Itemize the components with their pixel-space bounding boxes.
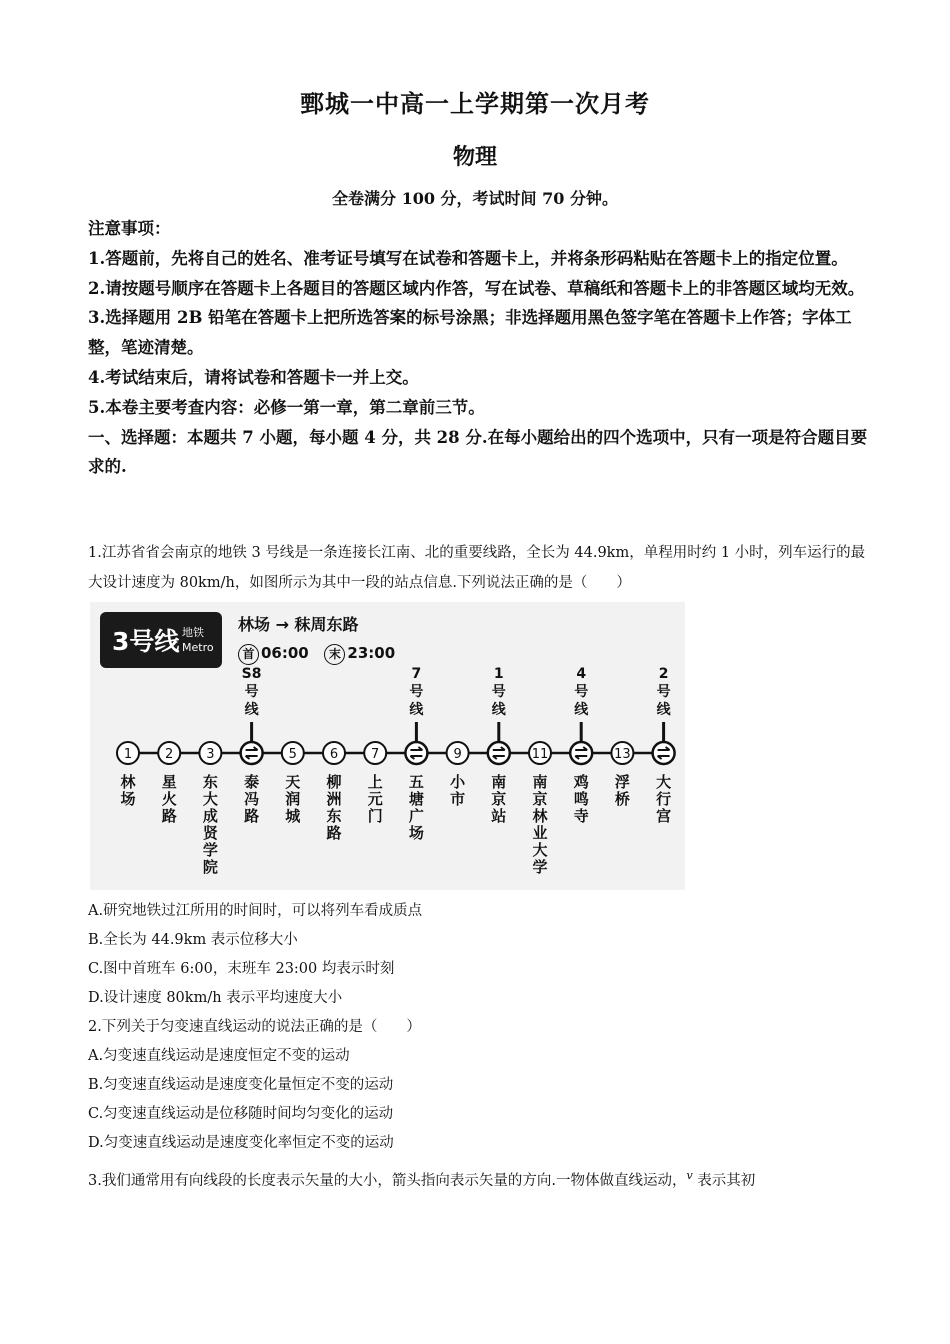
- station-number: 5: [288, 747, 297, 762]
- first-train-icon: 首: [238, 644, 259, 665]
- transfer-station-marker: [241, 742, 263, 764]
- station-name-char: 星: [161, 773, 177, 791]
- option-c: C.图中首班车 6:00，末班车 23:00 均表示时刻: [88, 961, 395, 977]
- question-2-stem: 2.下列关于匀变速直线运动的说法正确的是（ ）: [88, 1019, 421, 1035]
- transfer-line-label: S8: [241, 666, 262, 682]
- station-name-char: 南: [491, 773, 507, 791]
- station-name-char: 成: [202, 807, 218, 825]
- transfer-line-label: 号: [491, 684, 506, 700]
- option-d: D.设计速度 80km/h 表示平均速度大小: [88, 990, 343, 1006]
- transfer-line-label: 号: [574, 684, 589, 700]
- transfer-line-label: 号: [244, 684, 259, 700]
- station-name-char: 京: [491, 790, 507, 808]
- station-name-char: 东: [202, 773, 218, 791]
- station-name-char: 大: [202, 790, 218, 808]
- transfer-station-marker: [405, 742, 427, 764]
- last-train-icon: 末: [324, 644, 345, 665]
- station-name-char: 站: [491, 807, 507, 825]
- station-name-char: 元: [367, 790, 383, 808]
- subject-title: 物理: [452, 144, 497, 170]
- section-heading: 一、选择题：本题共 7 小题，每小题 4 分，共 28 分.在每小题给出的四个选项中，只有一项是符合题目要求的.: [88, 427, 868, 477]
- station-number: 13: [614, 747, 631, 762]
- station-name-char: 桥: [614, 790, 630, 808]
- station-name-char: 寺: [573, 807, 589, 825]
- last-train-time: 23:00: [347, 644, 396, 662]
- station-name-char: 京: [532, 790, 548, 808]
- station-name-char: 城: [285, 807, 301, 825]
- transfer-line-label: 7: [411, 666, 422, 682]
- station-name-char: 市: [450, 790, 466, 808]
- transfer-line-label: 线: [574, 702, 589, 718]
- station-name-char: 大: [656, 773, 672, 791]
- transfer-line-label: 4: [576, 666, 587, 682]
- station-name-char: 东: [326, 807, 342, 825]
- station-name-char: 宫: [656, 807, 672, 825]
- station-name-char: 南: [532, 773, 548, 791]
- note-item: 1.答题前，先将自己的姓名、准考证号填写在试卷和答题卡上，并将条形码粘贴在答题卡上的指定位置。: [88, 248, 848, 268]
- notes-heading: 注意事项：: [88, 219, 171, 238]
- station-name-char: 鸡: [573, 773, 589, 791]
- station-name-char: 场: [120, 790, 136, 808]
- option-c: C.匀变速直线运动是位移随时间均匀变化的运动: [88, 1106, 394, 1122]
- note-item: 4.考试结束后，请将试卷和答题卡一并上交。: [88, 367, 419, 387]
- station-number: 7: [371, 747, 380, 762]
- station-name-char: 路: [326, 824, 342, 842]
- station-name-char: 小: [450, 773, 466, 791]
- metro-line-svg: [90, 602, 685, 890]
- station-name-char: 路: [161, 807, 177, 825]
- question-3-stem-b: 表示其初: [692, 1173, 756, 1189]
- station-name-char: 路: [244, 807, 260, 825]
- option-a: A.研究地铁过江所用的时间时，可以将列车看成质点: [88, 903, 423, 919]
- question-3: [88, 1169, 868, 1190]
- question-1-stem: 1.江苏省省会南京的地铁 3 号线是一条连接长江南、北的重要线路，全长为 44.9km，单程用时约 1 小时，列车运行的最大设计速度为 80km/h，如图所示为其中一段的站点信息.下列说法正确的是（ ）: [88, 545, 866, 591]
- exam-meta: 全卷满分 100 分，考试时间 70 分钟。: [332, 189, 618, 208]
- station-name-char: 林: [120, 773, 136, 791]
- transfer-line-label: 线: [409, 702, 424, 718]
- transfer-station-marker: [488, 742, 510, 764]
- station-name-char: 柳: [326, 773, 342, 791]
- station-number: 6: [329, 747, 339, 762]
- station-number: 1: [123, 747, 133, 762]
- station-name-char: 门: [367, 807, 383, 825]
- velocity-symbol: v: [686, 1169, 693, 1183]
- station-name-char: 泰: [244, 773, 260, 791]
- station-name-char: 鸣: [573, 790, 589, 808]
- transfer-line-label: 线: [491, 702, 506, 718]
- station-number: 2: [165, 747, 174, 762]
- station-name-char: 大: [532, 841, 548, 859]
- first-train-time: 06:00: [261, 644, 309, 662]
- transfer-line-label: 线: [656, 702, 671, 718]
- metro-diagram: [90, 602, 685, 890]
- exam-notes: [88, 214, 868, 482]
- metro-tag-cn: 地铁: [182, 626, 204, 639]
- option-a: A.匀变速直线运动是速度恒定不变的运动: [88, 1048, 350, 1064]
- station-name-char: 学: [202, 841, 218, 859]
- question-3-stem-a: 3.我们通常用有向线段的长度表示矢量的大小，箭头指向表示矢量的方向.一物体做直线运动，: [88, 1173, 687, 1189]
- question-1-options: [88, 897, 868, 1158]
- station-name-char: 场: [408, 824, 424, 842]
- option-b: B.匀变速直线运动是速度变化量恒定不变的运动: [88, 1077, 394, 1093]
- transfer-line-label: 1: [493, 666, 504, 682]
- transfer-line-label: 号: [656, 684, 671, 700]
- station-name-char: 火: [161, 790, 177, 808]
- station-name-char: 上: [367, 773, 383, 791]
- station-name-char: 天: [285, 773, 301, 791]
- station-name-char: 浮: [614, 773, 630, 791]
- metro-route: 林场 → 秣周东路: [238, 615, 359, 634]
- transfer-station-marker: [653, 742, 675, 764]
- transfer-line-label: 号: [409, 684, 424, 700]
- station-name-char: 学: [532, 858, 548, 876]
- note-item: 2.请按题号顺序在答题卡上各题目的答题区域内作答，写在试卷、草稿纸和答题卡上的非答题区域均无效。: [88, 278, 865, 298]
- station-number: 9: [453, 747, 462, 762]
- station-name-char: 冯: [244, 790, 260, 808]
- option-d: D.匀变速直线运动是速度变化率恒定不变的运动: [88, 1135, 394, 1151]
- station-name-char: 塘: [408, 790, 424, 808]
- station-name-char: 林: [532, 807, 548, 825]
- note-item: 5.本卷主要考查内容：必修一第一章，第二章前三节。: [88, 397, 485, 417]
- transfer-station-marker: [570, 742, 592, 764]
- station-name-char: 贤: [202, 824, 218, 842]
- exam-title: 鄄城一中高一上学期第一次月考: [300, 89, 650, 118]
- transfer-line-label: 2: [658, 666, 669, 682]
- station-name-char: 广: [408, 807, 424, 825]
- station-name-char: 行: [656, 790, 672, 808]
- transfer-line-label: 线: [244, 702, 259, 718]
- option-b: B.全长为 44.9km 表示位移大小: [88, 932, 298, 948]
- station-number: 3: [206, 747, 215, 762]
- metro-tag-en: Metro: [182, 641, 214, 654]
- station-name-char: 院: [202, 858, 218, 876]
- station-name-char: 洲: [326, 790, 342, 808]
- station-name-char: 五: [408, 773, 424, 791]
- question-1: [88, 538, 868, 598]
- station-name-char: 润: [285, 790, 301, 808]
- station-number: 11: [531, 747, 549, 762]
- station-name-char: 业: [532, 824, 548, 842]
- note-item: 3.选择题用 2B 铅笔在答题卡上把所选答案的标号涂黑；非选择题用黑色签字笔在答题卡上作答；字体工整，笔迹清楚。: [88, 308, 852, 358]
- metro-line-number: 3号线: [112, 627, 180, 656]
